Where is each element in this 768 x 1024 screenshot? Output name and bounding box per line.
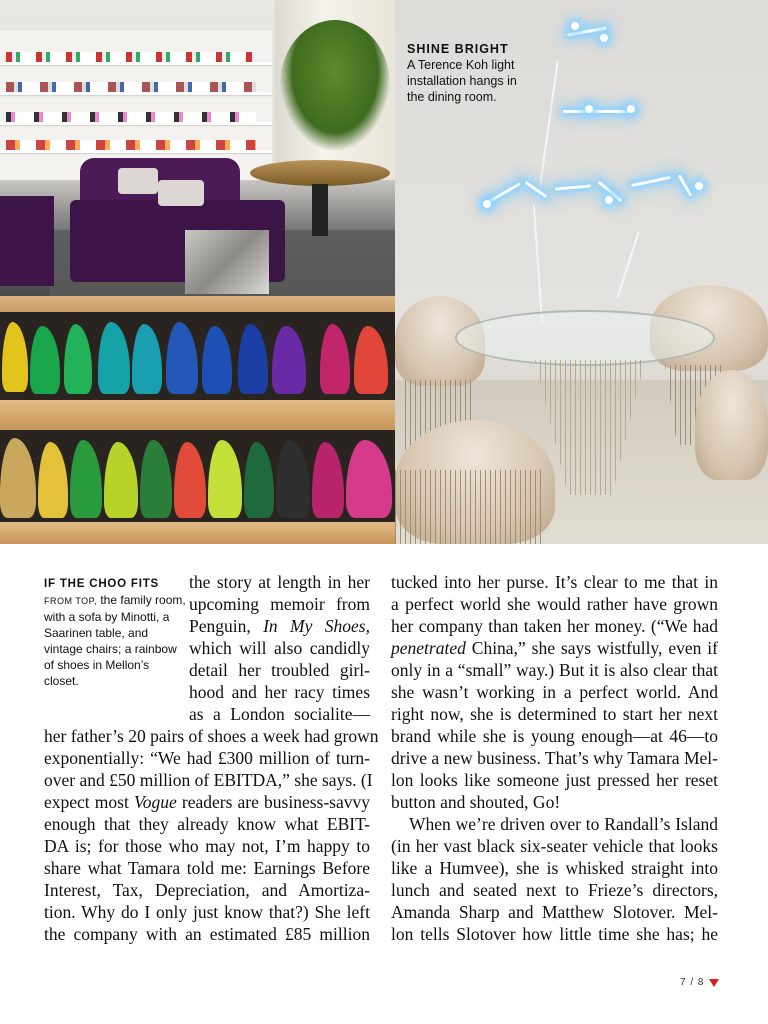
glass-dining-table	[455, 310, 715, 366]
body-text-line: tucked into her purse. It’s clear to me that in	[391, 572, 718, 592]
body-text-line: enough that they already know what EBIT-	[44, 814, 370, 834]
family-room-photo	[0, 0, 395, 296]
body-text-line: a perfect world she would rather have grown	[391, 594, 718, 614]
next-page-arrow-icon[interactable]	[709, 979, 719, 987]
shoe-shelf	[0, 400, 395, 430]
body-text-line: she wasn’t working in a perfect world. And	[391, 682, 718, 702]
chair	[695, 370, 768, 480]
body-text-line: penetrated China,” she says wistfully, even if	[391, 638, 718, 658]
mirrored-cube	[185, 230, 269, 294]
body-text-line: DA is; for those who may not, I’m happy to	[44, 836, 370, 856]
shoe-closet-photo	[0, 312, 395, 544]
body-text-line: Penguin, In My Shoes,	[189, 616, 370, 636]
body-text-line: detail her troubled girl-	[189, 660, 370, 680]
body-text-line: expect most Vogue readers are business-savvy	[44, 792, 370, 812]
body-text-line: button and shouted, Go!	[391, 792, 561, 812]
caption-body: the family room, with a sofa by Minotti, a Saarinen table, and vintage chairs; a rainbow of shoes in Mellon’s closet.	[44, 593, 186, 688]
body-text-line: Amanda Sharp and Matthew Slotover. Mel-	[391, 902, 718, 922]
shelf-edge	[0, 296, 395, 312]
body-text-line: upcoming memoir from	[189, 594, 370, 614]
body-text-line: share what Tamara told me: Earnings Before	[44, 858, 370, 878]
body-text-line: (in her vast black six-seater vehicle that looks	[391, 836, 718, 856]
body-text-line: like a Humvee), she is whisked straight into	[391, 858, 718, 878]
body-text-line: the story at length in her	[189, 572, 370, 592]
body-text-line: When we’re driven over to Randall’s Island	[409, 814, 718, 834]
vogue-title: Vogue	[133, 792, 177, 812]
neon-light	[563, 110, 633, 113]
caption-text: A Terence Koh light installation hangs in the dining room.	[407, 58, 517, 104]
body-text-line: lon looks like someone just pressed her reset	[391, 770, 718, 790]
body-text-line: the company with an estimated £85 million	[44, 924, 370, 944]
body-text-line: right now, she is determined to start her next	[391, 704, 718, 724]
caption-title: SHINE BRIGHT	[407, 42, 509, 56]
body-text-line: her company than taken her money. (“We had	[391, 616, 718, 636]
body-text-line: which will also candidly	[189, 638, 370, 658]
memoir-title: In My Shoes,	[263, 616, 370, 636]
body-text-line: brand while she is young enough—at 46—to	[391, 726, 718, 746]
saarinen-table	[250, 160, 390, 186]
caption-from-top: FROM TOP,	[44, 596, 98, 606]
body-text-line: only in a “small” way.) But it is also clear that	[391, 660, 718, 680]
plant	[280, 20, 390, 150]
cushion	[158, 180, 204, 206]
choo-fits-caption	[44, 576, 186, 689]
page-indicator: 7 / 8	[680, 977, 705, 988]
body-text-line: exponentially: “We had £300 million of turn-	[44, 748, 370, 768]
cushion	[118, 168, 158, 194]
shoe-shelf	[0, 522, 395, 544]
body-text-line: hood and her racy times	[189, 682, 370, 702]
body-text-line: drive a new business. That’s why Tamara Mel-	[391, 748, 718, 768]
shine-bright-caption	[407, 42, 537, 105]
body-text-line: lunch and seated next to Frieze’s directors,	[391, 880, 718, 900]
caption-title: IF THE CHOO FITS	[44, 578, 160, 590]
body-text-line: tion. Why do I only just know that?) She left	[44, 902, 370, 922]
caption-text	[44, 592, 186, 689]
body-text-line: as a London socialite—	[189, 704, 370, 724]
body-text-line: lon tells Slotover how little time she has; he	[391, 924, 718, 944]
penetrated-word: penetrated	[391, 638, 466, 658]
body-text-line: her father’s 20 pairs of shoes a week had grown	[44, 726, 379, 746]
body-text-line: over and £50 million of EBITDA,” she says. (I	[44, 770, 373, 790]
body-text-line: Interest, Tax, Depreciation, and Amortiza-	[44, 880, 370, 900]
